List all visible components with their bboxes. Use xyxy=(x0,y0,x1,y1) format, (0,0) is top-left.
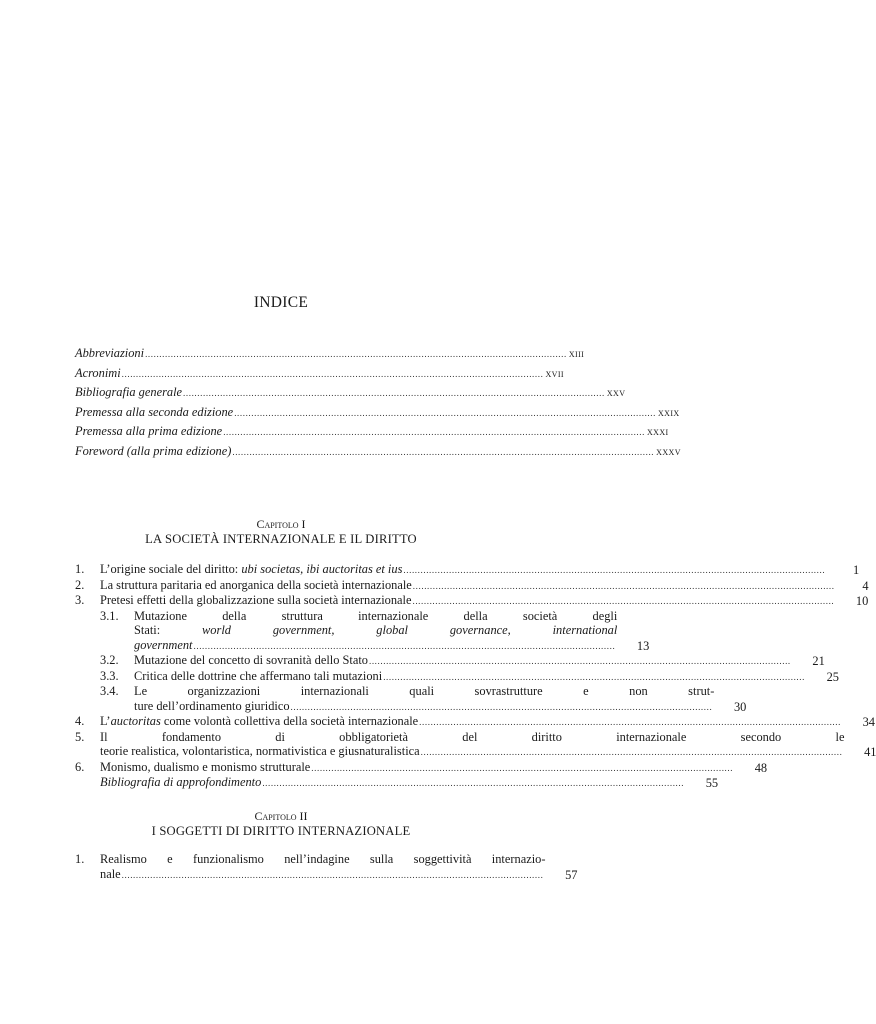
entry-number: 3.1. xyxy=(100,608,119,623)
entry-label: Bibliografia di approfondimento xyxy=(100,775,262,789)
toc-entry-4[interactable] xyxy=(75,714,875,730)
toc-entry-2[interactable] xyxy=(75,577,869,594)
entry-number: 3. xyxy=(75,593,85,607)
entry-line: Mutazione della struttura internazionale della società degli xyxy=(134,608,618,623)
toc-entry-abbreviazioni[interactable] xyxy=(75,346,585,366)
page-number: xxv xyxy=(606,387,626,400)
page-number: 55 xyxy=(705,776,719,790)
leader-dots: .................................................................................................................................................... xyxy=(420,747,843,757)
entry-label: L’auctoritas come volontà collettiva della società internazionale xyxy=(100,714,419,728)
entry-line: Il fondamento di obbligatorietà del diritto internazionale secondo le xyxy=(100,729,845,744)
entry-label: Pretesi effetti della globalizzazione sulla società internazionale xyxy=(100,593,412,607)
entry-label: Premessa alla prima edizione xyxy=(75,424,223,439)
leader-dots: .................................................................................................................................................... xyxy=(223,427,645,438)
entry-label: ture dell’ordinamento giuridico xyxy=(134,698,290,713)
chapter-title: LA SOCIETÀ INTERNAZIONALE E IL DIRITTO xyxy=(145,532,417,546)
page-number: 30 xyxy=(733,699,747,714)
leader-dots: .................................................................................................................................................... xyxy=(183,388,605,399)
page-title: INDICE xyxy=(253,294,309,311)
toc-entry-5[interactable] xyxy=(75,729,876,760)
toc-entry-premessa-prima[interactable] xyxy=(75,424,669,444)
entry-number: 3.2. xyxy=(100,653,119,667)
leader-dots: .................................................................................................................................................... xyxy=(234,407,656,418)
leader-dots: .................................................................................................................................................... xyxy=(262,778,685,788)
toc-entry-ch2-1[interactable] xyxy=(75,852,578,882)
entry-line: Stati: world government, global governance, international xyxy=(134,623,618,637)
chapter-2-entries xyxy=(75,852,578,882)
entry-number: 3.4. xyxy=(100,684,119,698)
entry-label: Monismo, dualismo e monismo strutturale xyxy=(100,759,311,774)
page-number: 13 xyxy=(636,638,650,653)
entry-number: 3.3. xyxy=(100,668,119,683)
page-number: xxix xyxy=(658,406,680,419)
page-number: 1 xyxy=(853,563,860,577)
entry-label: Premessa alla seconda edizione xyxy=(75,404,234,419)
entry-number: 6. xyxy=(75,759,85,774)
leader-dots: .................................................................................................................................................... xyxy=(383,671,805,682)
toc-entry-1[interactable] xyxy=(75,562,860,578)
entry-number: 4. xyxy=(75,714,85,728)
toc-entry-3-1[interactable] xyxy=(75,608,650,654)
toc-entry-3-4[interactable] xyxy=(75,684,747,714)
leader-dots: .................................................................................................................................................... xyxy=(290,701,713,712)
page-number: 10 xyxy=(855,594,869,608)
toc-entry-3[interactable] xyxy=(75,593,869,609)
chapter-1-entries xyxy=(75,562,876,791)
toc-entry-3-3[interactable] xyxy=(75,668,839,685)
chapter-number: Capitolo II xyxy=(254,809,308,823)
page-number: xiii xyxy=(568,348,585,360)
entry-label: Acronimi xyxy=(75,365,121,380)
page-number: 48 xyxy=(754,760,768,775)
entry-label: Abbreviazioni xyxy=(75,346,145,360)
page-number: 57 xyxy=(565,867,578,882)
leader-dots: .................................................................................................................................................... xyxy=(145,349,567,359)
entry-label: government xyxy=(134,637,193,652)
leader-dots: .................................................................................................................................................... xyxy=(232,446,655,457)
toc-entry-foreword[interactable] xyxy=(75,443,681,464)
entry-number: 1. xyxy=(75,562,85,576)
toc-entry-6[interactable] xyxy=(75,759,768,776)
chapter-2-heading xyxy=(75,809,487,839)
entry-label: Bibliografia generale xyxy=(75,385,183,400)
entry-label: teorie realistica, volontaristica, normativistica e giusnaturalistica xyxy=(100,744,420,758)
entry-number: 5. xyxy=(75,729,85,744)
page-number: 34 xyxy=(862,715,875,729)
toc-entry-3-2[interactable] xyxy=(75,653,825,669)
entry-label: nale xyxy=(100,866,121,881)
leader-dots: .................................................................................................................................................... xyxy=(368,656,791,666)
entry-label: L’origine sociale del diritto: ubi societas, ibi auctoritas et ius xyxy=(100,562,403,576)
leader-dots: .................................................................................................................................................... xyxy=(419,717,841,727)
toc-entry-acronimi[interactable] xyxy=(75,365,564,386)
page-number: xvii xyxy=(545,367,564,380)
page-number: 21 xyxy=(812,654,825,668)
entry-number: 2. xyxy=(75,577,85,592)
toc-entry-premessa-seconda[interactable] xyxy=(75,404,680,425)
page-number: xxxv xyxy=(656,445,681,458)
leader-dots: .................................................................................................................................................... xyxy=(121,368,544,379)
front-matter-list xyxy=(75,346,681,464)
entry-label: Mutazione del concetto di sovranità dello Stato xyxy=(134,653,368,667)
entry-label: Critica delle dottrine che affermano tali mutazioni xyxy=(134,668,383,683)
chapter-number: Capitolo I xyxy=(256,517,306,531)
page-number: 4 xyxy=(862,578,869,593)
leader-dots: .................................................................................................................................................... xyxy=(193,640,616,651)
toc-entry-bibliografia[interactable] xyxy=(75,385,626,405)
toc-entry-bibliografia-approfondimento[interactable] xyxy=(75,775,719,791)
leader-dots: .................................................................................................................................................... xyxy=(412,580,835,591)
entry-label: La struttura paritaria ed anorganica della società internazionale xyxy=(100,577,412,592)
entry-line: Realismo e funzionalismo nell’indagine sulla soggettività internazio- xyxy=(100,852,546,866)
leader-dots: .................................................................................................................................................... xyxy=(311,762,734,773)
entry-label: Foreword (alla prima edizione) xyxy=(75,443,232,458)
entry-number: 1. xyxy=(75,852,85,866)
chapter-title: I SOGGETTI DI DIRITTO INTERNAZIONALE xyxy=(151,824,411,838)
page-number: xxxi xyxy=(647,426,669,439)
page-number: 41 xyxy=(864,745,876,759)
chapter-1-heading xyxy=(75,517,487,547)
entry-line: Le organizzazioni internazionali quali sovrastrutture e non strut- xyxy=(134,684,715,698)
leader-dots: .................................................................................................................................................... xyxy=(121,869,544,880)
page-number: 25 xyxy=(826,669,839,684)
leader-dots: .................................................................................................................................................... xyxy=(403,565,826,575)
leader-dots: .................................................................................................................................................... xyxy=(412,596,835,606)
